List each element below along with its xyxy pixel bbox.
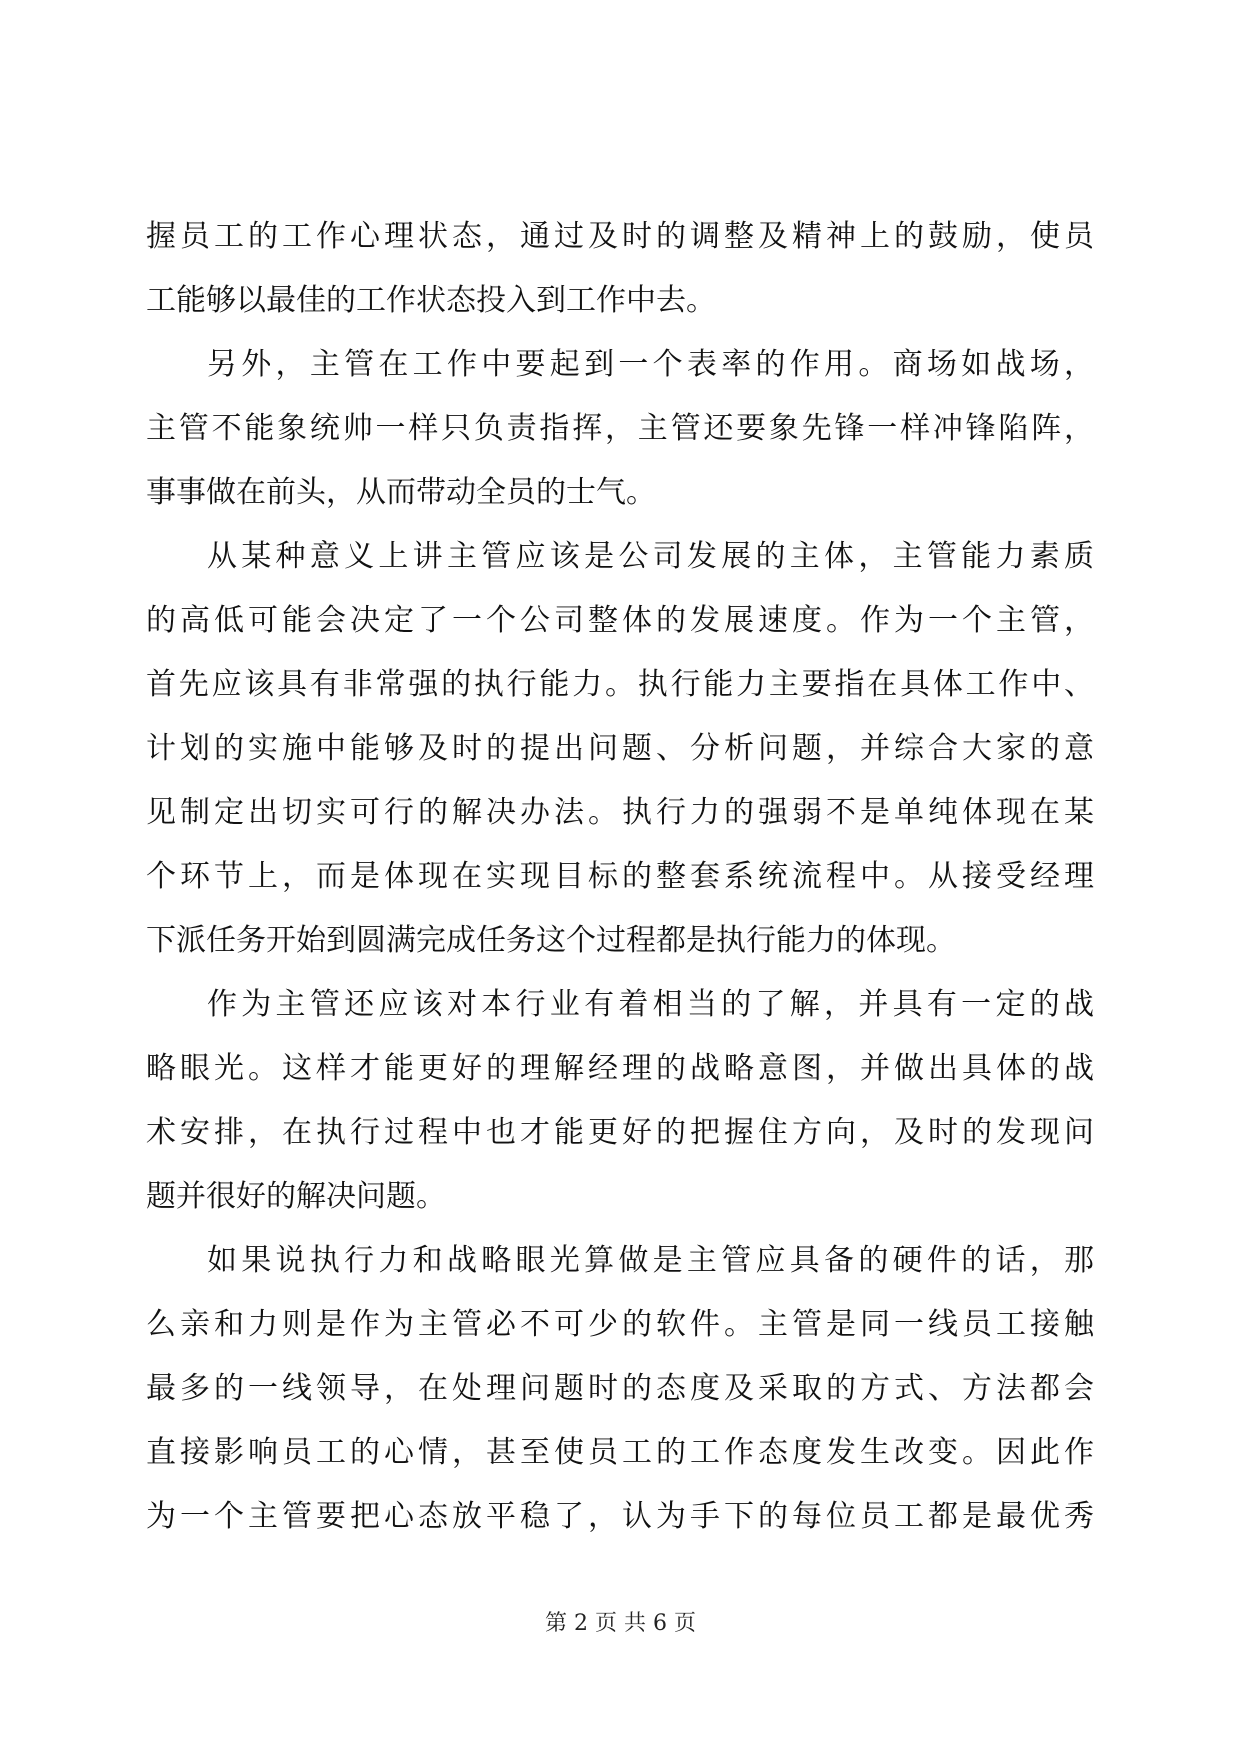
text-line: 为一个主管要把心态放平稳了，认为手下的每位员工都是最优秀 <box>146 1499 1094 1534</box>
text-line: 计划的实施中能够及时的提出问题、分析问题，并综合大家的意 <box>146 731 1094 766</box>
text-line: 如果说执行力和战略眼光算做是主管应具备的硬件的话，那 <box>207 1243 1094 1278</box>
text-line: 握员工的工作心理状态，通过及时的调整及精神上的鼓励，使员 <box>146 219 1094 254</box>
text-line: 作为主管还应该对本行业有着相当的了解，并具有一定的战 <box>207 987 1094 1022</box>
text-line: 下派任务开始到圆满完成任务这个过程都是执行能力的体现。 <box>146 923 956 958</box>
text-line: 工能够以最佳的工作状态投入到工作中去。 <box>146 283 716 318</box>
text-line: 另外，主管在工作中要起到一个表率的作用。商场如战场， <box>207 347 1094 382</box>
text-line: 么亲和力则是作为主管必不可少的软件。主管是同一线员工接触 <box>146 1307 1094 1342</box>
text-line: 直接影响员工的心情，甚至使员工的工作态度发生改变。因此作 <box>146 1435 1094 1470</box>
text-line: 题并很好的解决问题。 <box>146 1179 446 1214</box>
text-line: 主管不能象统帅一样只负责指挥，主管还要象先锋一样冲锋陷阵， <box>146 411 1094 446</box>
text-line: 首先应该具有非常强的执行能力。执行能力主要指在具体工作中、 <box>146 667 1094 702</box>
text-line: 个环节上，而是体现在实现目标的整套系统流程中。从接受经理 <box>146 859 1094 894</box>
text-line: 术安排，在执行过程中也才能更好的把握住方向，及时的发现问 <box>146 1115 1094 1150</box>
text-line: 从某种意义上讲主管应该是公司发展的主体，主管能力素质 <box>207 539 1094 574</box>
text-line: 事事做在前头，从而带动全员的士气。 <box>146 475 656 510</box>
page-footer: 第 2 页 共 6 页 <box>545 1611 696 1636</box>
text-line: 见制定出切实可行的解决办法。执行力的强弱不是单纯体现在某 <box>146 795 1094 830</box>
text-line: 略眼光。这样才能更好的理解经理的战略意图，并做出具体的战 <box>146 1051 1094 1086</box>
text-line: 最多的一线领导，在处理问题时的态度及采取的方式、方法都会 <box>146 1371 1094 1406</box>
text-line: 的高低可能会决定了一个公司整体的发展速度。作为一个主管， <box>146 603 1094 638</box>
